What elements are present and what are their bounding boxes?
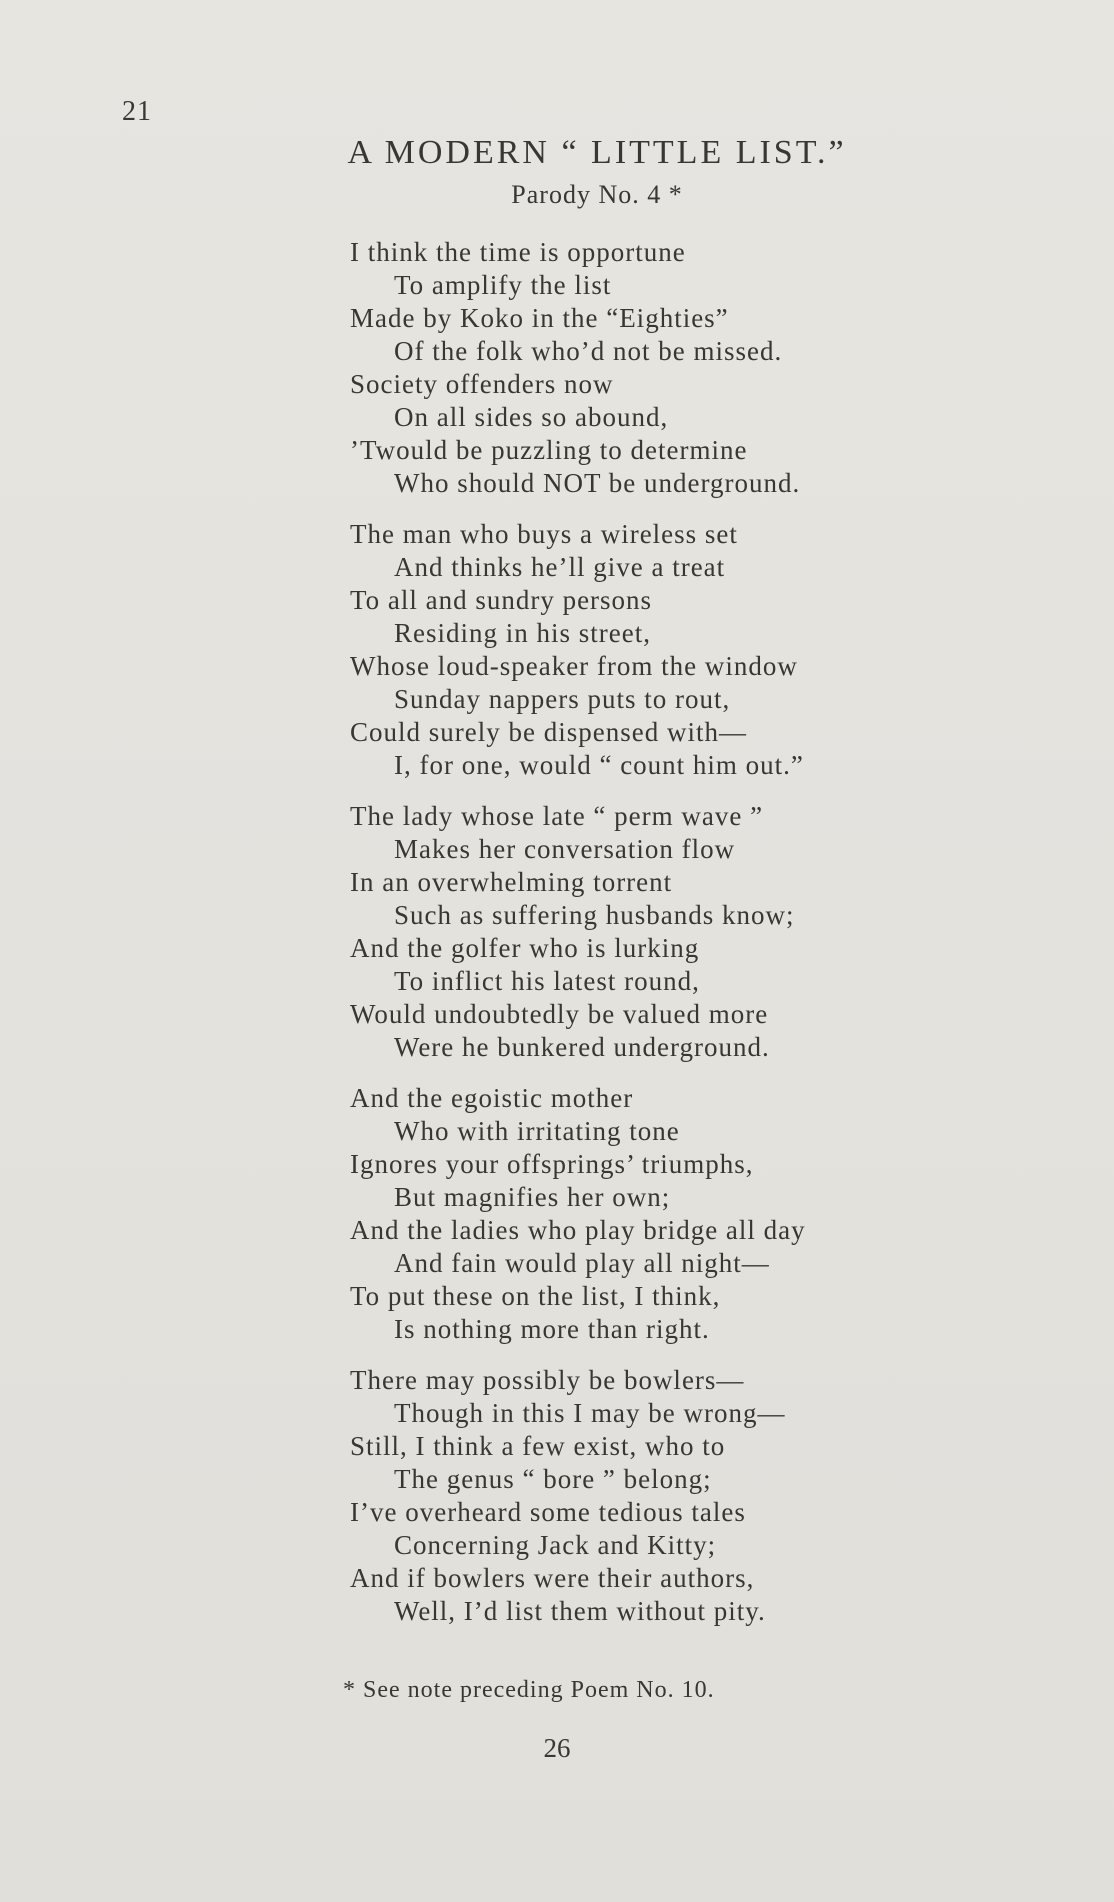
footnote: * See note preceding Poem No. 10. [343,1677,715,1703]
poem-line: And the ladies who play bridge all day [350,1215,806,1245]
poem-line: To all and sundry persons [350,585,653,615]
poem-number: 21 [122,96,152,127]
poem-line: There may possibly be bowlers— [350,1365,745,1395]
poem-line: Residing in his street, [394,618,651,648]
poem-line: I think the time is opportune [350,237,686,267]
poem-line: Though in this I may be wrong— [394,1398,786,1428]
poem-line: The lady whose late “ perm wave ” [350,801,764,831]
poem-body [350,236,1070,1646]
poem-line: Made by Koko in the “Eighties” [350,303,729,333]
poem-line: ’Twould be puzzling to determine [350,435,748,465]
poem-line: Who with irritating tone [394,1116,680,1146]
poem-line: The man who buys a wireless set [350,519,738,549]
page-number: 26 [543,1733,571,1763]
poem-line: Were he bunkered underground. [394,1032,770,1062]
poem-line: Could surely be dispensed with— [350,717,747,747]
stanza [350,800,1070,1064]
stanza [350,236,1070,500]
poem-line: But magnifies her own; [394,1182,671,1212]
poem-line: And the golfer who is lurking [350,933,700,963]
poem-line: Ignores your offsprings’ triumphs, [350,1149,754,1179]
poem-line: And thinks he’ll give a treat [394,552,726,582]
poem-line: Whose loud-speaker from the window [350,651,798,681]
poem-line: Is nothing more than right. [394,1314,710,1344]
poem-line: To amplify the list [394,270,612,300]
poem-line: To put these on the list, I think, [350,1281,721,1311]
poem-line: Sunday nappers puts to rout, [394,684,731,714]
poem-line: Still, I think a few exist, who to [350,1431,726,1461]
stanza [350,1082,1070,1346]
poem-line: And the egoistic mother [350,1083,634,1113]
poem-line: Such as suffering husbands know; [394,900,795,930]
poem-line: I’ve overheard some tedious tales [350,1497,746,1527]
poem-line: The genus “ bore ” belong; [394,1464,712,1494]
poem-line: And if bowlers were their authors, [350,1563,755,1593]
poem-subtitle: Parody No. 4 * [511,180,683,209]
poem-line: Of the folk who’d not be missed. [394,336,783,366]
poem-title: A MODERN “ LITTLE LIST.” [347,134,847,171]
stanza [350,518,1070,782]
poem-line: Makes her conversation flow [394,834,736,864]
poem-line: I, for one, would “ count him out.” [394,750,804,780]
poem-line: To inflict his latest round, [394,966,700,996]
poem-line: Who should NOT be underground. [394,468,801,498]
poem-line: And fain would play all night— [394,1248,770,1278]
poem-line: Society offenders now [350,369,614,399]
poem-line: Well, I’d list them without pity. [394,1596,766,1626]
poem-line: In an overwhelming torrent [350,867,673,897]
stanza [350,1364,1070,1628]
poem-line: On all sides so abound, [394,402,669,432]
poem-line: Concerning Jack and Kitty; [394,1530,717,1560]
poem-line: Would undoubtedly be valued more [350,999,769,1029]
